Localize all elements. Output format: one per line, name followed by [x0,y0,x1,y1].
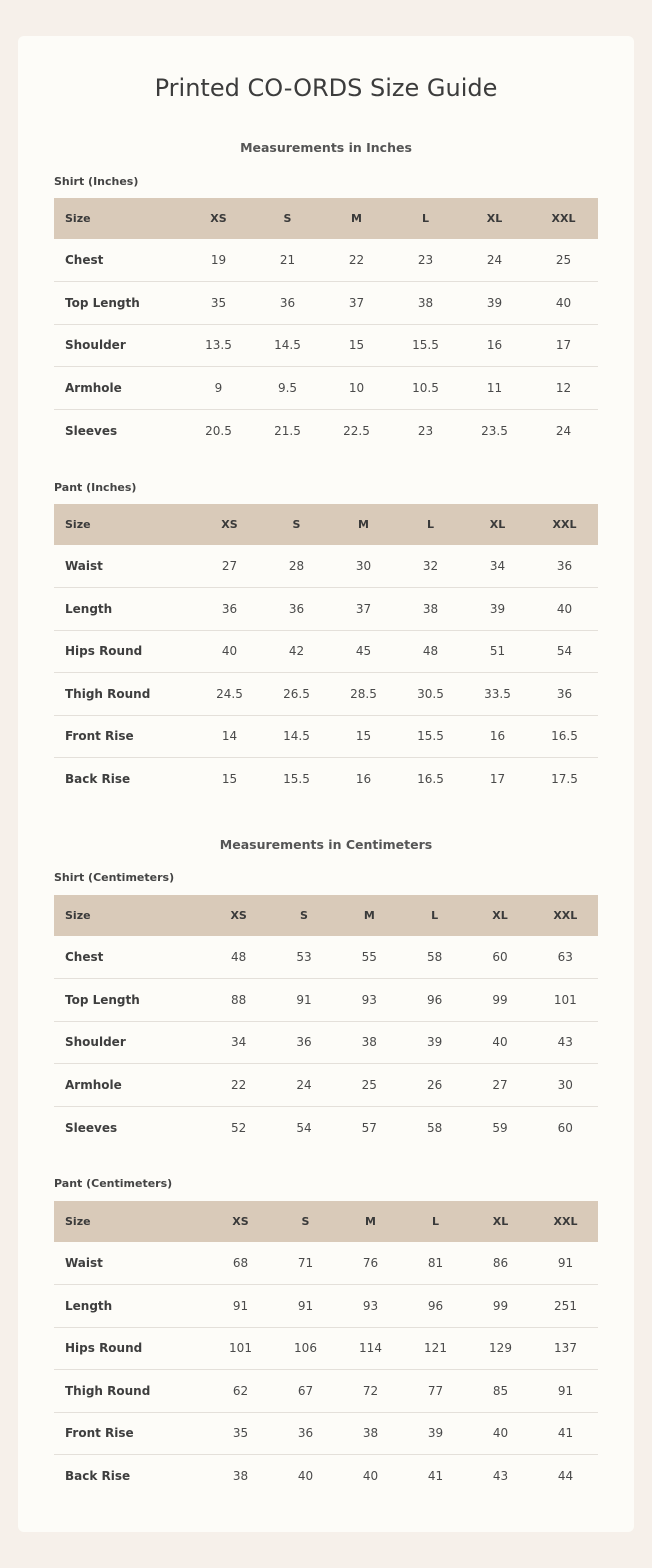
size-column-header: Size [65,518,91,531]
measurement-label: Waist [65,1256,103,1270]
measurement-value: 86 [492,1256,509,1270]
measurement-value: 24 [486,253,503,267]
measurement-value: 15 [221,772,238,786]
size-header-cell: XXL [552,518,577,531]
measurement-value: 88 [231,992,247,1007]
measurement-value: 22 [231,1077,247,1092]
table-row [54,1285,598,1328]
measurement-label: Armhole [65,380,122,395]
table-label-pant-centimeters: Pant (Centimeters) [54,1177,173,1190]
measurement-value: 38 [232,1469,249,1483]
table-row [54,673,598,716]
size-header-cell: S [300,909,308,922]
measurement-value: 25 [361,1077,377,1092]
measurement-value: 93 [362,1298,379,1313]
measurement-label: Back Rise [65,772,131,786]
size-header-cell: L [431,1215,439,1228]
measurement-value: 91 [232,1298,249,1313]
size-column-header: Size [65,909,91,922]
measurement-value: 101 [553,992,577,1007]
measurement-value: 19 [210,253,227,267]
measurement-value: 23.5 [481,423,508,438]
measurement-label: Back Rise [65,1469,131,1483]
measurement-value: 36 [297,1426,314,1441]
measurement-value: 38 [362,1426,379,1441]
table-row [54,1106,598,1149]
measurement-value: 27 [221,559,238,573]
measurement-value: 16 [486,338,503,353]
measurement-value: 36 [221,601,238,616]
size-header-cell: L [421,212,429,225]
measurement-value: 81 [427,1256,444,1270]
size-table-pant-centimeters [54,1201,598,1497]
measurement-value: 41 [427,1469,444,1483]
measurement-value: 40 [221,644,238,659]
measurement-value: 24 [296,1077,312,1092]
measurement-value: 36 [556,686,573,701]
measurement-value: 23 [417,423,434,438]
table-row [54,545,598,588]
measurement-value: 25 [555,253,572,267]
measurement-value: 11 [486,380,503,395]
measurement-value: 57 [361,1120,377,1135]
measurement-value: 77 [427,1383,444,1398]
table-label-pant-inches: Pant (Inches) [54,481,137,494]
measurement-value: 99 [492,1298,509,1313]
table-row [54,1412,598,1455]
measurement-value: 96 [427,1298,444,1313]
measurement-value: 93 [361,992,377,1007]
size-header-cell: XS [230,909,247,922]
table-header-row [54,504,598,545]
measurement-value: 15.5 [412,338,439,353]
measurement-value: 121 [424,1341,447,1356]
measurement-value: 85 [492,1383,509,1398]
measurement-value: 15 [348,338,365,353]
measurement-value: 24 [555,423,572,438]
measurement-label: Top Length [65,295,140,310]
measurement-value: 17.5 [551,772,578,786]
measurement-value: 37 [355,601,372,616]
measurement-value: 17 [555,338,572,353]
measurement-value: 17 [489,772,506,786]
measurement-label: Front Rise [65,729,134,744]
size-header-cell: XS [210,212,227,225]
measurement-value: 23 [417,253,434,267]
table-row [54,1064,598,1107]
measurement-label: Sleeves [65,423,118,438]
measurement-value: 14 [221,729,238,744]
section-heading-inches: Measurements in Inches [240,140,412,155]
table-row [54,1327,598,1370]
measurement-value: 36 [556,559,573,573]
table-row [54,1021,598,1064]
measurement-value: 20.5 [205,423,232,438]
measurement-value: 9.5 [277,380,298,395]
measurement-value: 60 [492,950,508,964]
measurement-label: Thigh Round [65,686,151,701]
measurement-value: 16.5 [551,729,578,744]
measurement-value: 40 [297,1469,314,1483]
size-header-cell: XL [492,1215,509,1228]
measurement-value: 16 [355,772,372,786]
size-table-shirt-centimeters [54,895,598,1149]
measurement-value: 71 [297,1256,314,1270]
table-header-row [54,895,598,936]
page-title: Printed CO-ORDS Size Guide [154,74,498,102]
size-column-header: Size [65,212,91,225]
table-row [54,324,598,367]
measurement-value: 43 [557,1035,573,1050]
measurement-value: 28 [288,559,305,573]
measurement-value: 59 [492,1120,508,1135]
table-row [54,282,598,325]
measurement-value: 22 [348,253,365,267]
measurement-value: 34 [231,1035,247,1050]
measurement-value: 137 [554,1341,577,1356]
measurement-value: 21.5 [274,423,301,438]
measurement-value: 30.5 [417,686,444,701]
table-row [54,758,598,801]
measurement-label: Hips Round [65,644,143,659]
measurement-value: 27 [492,1077,508,1092]
measurement-value: 14.5 [283,729,310,744]
measurement-value: 10.5 [412,380,439,395]
table-row [54,409,598,452]
measurement-label: Hips Round [65,1341,143,1356]
measurement-value: 72 [362,1383,379,1398]
measurement-value: 40 [556,601,573,616]
measurement-value: 14.5 [274,338,301,353]
size-header-cell: M [363,909,375,922]
measurement-value: 129 [489,1341,512,1356]
measurement-value: 38 [422,601,439,616]
measurement-value: 26.5 [283,686,310,701]
measurement-value: 35 [210,295,227,310]
size-table-shirt-inches [54,198,598,452]
measurement-value: 52 [231,1120,247,1135]
measurement-value: 32 [422,559,439,573]
measurement-value: 54 [556,644,573,659]
measurement-value: 9 [214,380,223,395]
measurement-value: 91 [297,1298,314,1313]
table-row [54,1242,598,1285]
measurement-value: 42 [288,644,305,659]
measurement-value: 251 [554,1298,577,1313]
table-header-row [54,1201,598,1242]
size-header-cell: M [365,1215,376,1228]
measurement-value: 38 [361,1035,377,1050]
measurement-value: 106 [294,1341,317,1356]
measurement-label: Chest [65,253,104,267]
measurement-value: 39 [427,1035,443,1050]
measurement-value: 15 [355,729,372,744]
measurement-label: Waist [65,559,103,573]
measurement-value: 16.5 [417,772,444,786]
table-row [54,979,598,1022]
measurement-value: 51 [489,644,506,659]
size-header-cell: S [301,1215,310,1228]
measurement-value: 40 [492,1426,509,1441]
measurement-value: 48 [422,644,439,659]
measurement-value: 53 [296,950,312,964]
size-header-cell: XL [489,518,506,531]
measurement-value: 60 [557,1120,573,1135]
size-header-cell: L [431,909,439,922]
measurement-value: 35 [232,1426,249,1441]
measurement-value: 21 [279,253,296,267]
measurement-label: Front Rise [65,1426,134,1441]
size-header-cell: M [358,518,369,531]
measurement-value: 28.5 [350,686,377,701]
measurement-value: 58 [427,950,443,964]
measurement-label: Top Length [65,992,140,1007]
measurement-value: 36 [296,1035,312,1050]
measurement-value: 43 [492,1469,509,1483]
measurement-value: 37 [348,295,365,310]
size-header-cell: S [283,212,292,225]
size-header-cell: XL [492,909,508,922]
measurement-value: 13.5 [205,338,232,353]
table-header-row [54,198,598,239]
size-header-cell: XXL [551,212,576,225]
measurement-value: 67 [297,1383,314,1398]
measurement-value: 30 [557,1077,573,1092]
measurement-value: 91 [296,992,312,1007]
size-header-cell: S [292,518,301,531]
table-row [54,239,598,282]
measurement-value: 48 [231,950,247,964]
measurement-value: 15.5 [417,729,444,744]
measurement-label: Chest [65,950,104,964]
measurement-value: 55 [361,950,377,964]
measurement-value: 36 [288,601,305,616]
table-row [54,588,598,631]
size-header-cell: M [351,212,362,225]
section-heading-centimeters: Measurements in Centimeters [219,837,433,852]
measurement-value: 101 [229,1341,252,1356]
table-row [54,630,598,673]
measurement-value: 58 [427,1120,443,1135]
table-label-shirt-inches: Shirt (Inches) [54,175,139,188]
size-header-cell: XL [486,212,503,225]
measurement-value: 54 [296,1120,312,1135]
measurement-label: Shoulder [65,1035,126,1050]
measurement-label: Armhole [65,1077,122,1092]
measurement-value: 40 [492,1035,508,1050]
measurement-value: 41 [557,1426,574,1441]
measurement-value: 99 [492,992,508,1007]
size-header-cell: XS [232,1215,249,1228]
size-table-pant-inches [54,504,598,800]
size-header-cell: XS [221,518,238,531]
measurement-value: 30 [355,559,372,573]
measurement-value: 114 [359,1341,382,1356]
size-header-cell: XXL [553,1215,578,1228]
table-row [54,936,598,979]
measurement-value: 44 [557,1469,574,1483]
measurement-value: 24.5 [216,686,243,701]
measurement-value: 45 [355,644,372,659]
table-row [54,367,598,410]
measurement-value: 63 [557,950,573,964]
measurement-value: 40 [362,1469,379,1483]
size-column-header: Size [65,1215,91,1228]
measurement-value: 12 [555,380,572,395]
measurement-value: 76 [362,1256,379,1270]
measurement-value: 38 [417,295,434,310]
size-header-cell: L [426,518,434,531]
table-label-shirt-centimeters: Shirt (Centimeters) [54,871,175,884]
measurement-value: 39 [489,601,506,616]
measurement-value: 15.5 [283,772,310,786]
measurement-label: Shoulder [65,338,126,353]
measurement-value: 33.5 [484,686,511,701]
measurement-value: 34 [489,559,506,573]
table-row [54,1370,598,1413]
measurement-value: 96 [427,992,443,1007]
measurement-value: 16 [489,729,506,744]
measurement-label: Sleeves [65,1120,118,1135]
measurement-value: 36 [279,295,296,310]
table-row [54,1455,598,1498]
measurement-value: 39 [486,295,503,310]
measurement-value: 91 [557,1256,574,1270]
measurement-label: Length [65,1298,113,1313]
measurement-value: 26 [427,1077,443,1092]
measurement-label: Length [65,601,113,616]
table-row [54,715,598,758]
measurement-value: 39 [427,1426,444,1441]
measurement-value: 91 [557,1383,574,1398]
measurement-value: 40 [555,295,572,310]
measurement-value: 10 [348,380,365,395]
size-header-cell: XXL [553,909,578,922]
measurement-value: 62 [232,1383,249,1398]
measurement-value: 22.5 [343,423,370,438]
measurement-value: 68 [232,1256,249,1270]
measurement-label: Thigh Round [65,1383,151,1398]
